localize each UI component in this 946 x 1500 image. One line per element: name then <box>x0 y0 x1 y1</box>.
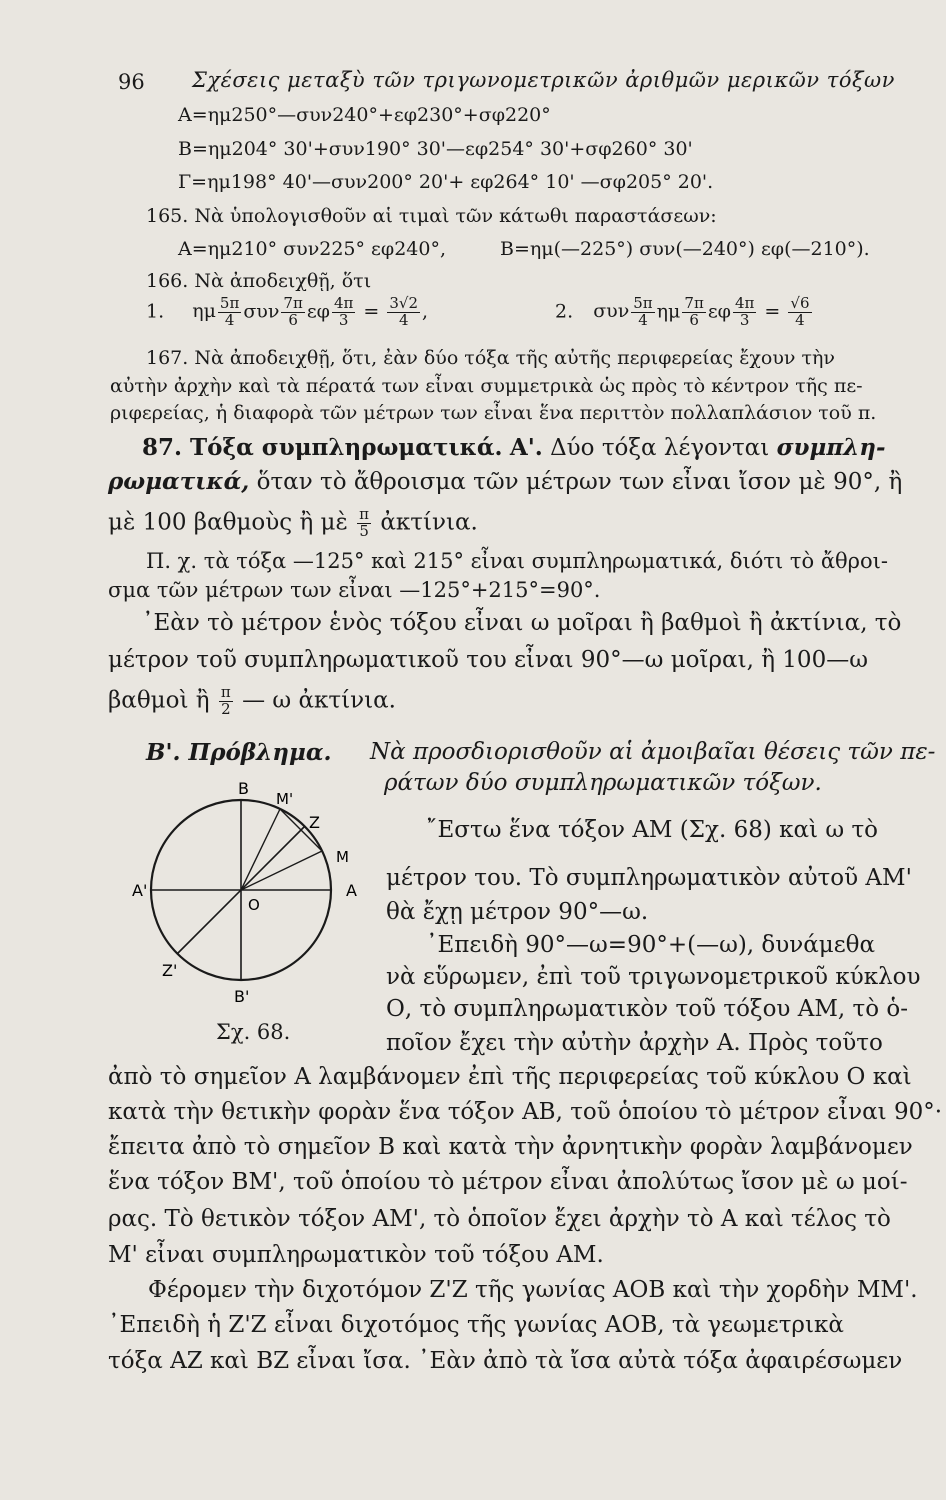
section-87-l3-b: ἀκτίνια. <box>380 509 478 536</box>
section-87-frac-pi-2: $\frac{\pi}{2}$ <box>220 683 231 718</box>
problem-label: Β'. Πρόβλημα. <box>146 739 332 766</box>
section-87-term-cont: ρωματικά, <box>108 468 250 495</box>
label-o: Ο <box>248 896 260 914</box>
problem-line-9: τόξα ΑΖ καὶ ΒΖ εἶναι ἴσα. ᾿Εὰν ἀπὸ τὰ ἴσα αὐτὰ τόξα ἀφαιρέσωμεν <box>108 1348 903 1374</box>
label-a: Α <box>346 881 357 900</box>
problem-right-line-7: ποῖον ἔχει τὴν αὐτὴν ἀρχὴν Α. Πρὸς τοῦτο <box>386 1030 883 1056</box>
radius-om <box>241 851 322 890</box>
radius-om-prime <box>241 809 280 890</box>
section-87-l1-rest: Δύο τόξα λέγονται <box>550 435 770 461</box>
problem-right-line-2: μέτρον του. Τὸ συμπληρωματικὸν αὐτοῦ ΑΜ' <box>386 865 912 891</box>
section-87-line-3 <box>108 507 478 540</box>
problem-right-line-1: ῎Εστω ἕνα τόξον ΑΜ (Σχ. 68) καὶ ω τὸ <box>426 817 879 843</box>
problem-line-5: ρας. Τὸ θετικὸν τόξον ΑΜ', τὸ ὁποῖον ἔχει ἀρχὴν τὸ Α καὶ τέλος τὸ <box>108 1206 891 1232</box>
problem-right-line-3: θὰ ἔχῃ μέτρον 90°—ω. <box>386 899 649 925</box>
formula-2-frac-4: $\frac{√6}{4}$ <box>790 294 810 329</box>
exercise-165-a: Α=ημ210° συν225° εφ240°, <box>178 238 447 260</box>
formula-2-eq: = <box>764 300 781 323</box>
problem-line-1: ἀπὸ τὸ σημεῖον Α λαμβάνομεν ἐπὶ τῆς περιφερείας τοῦ κύκλου Ο καὶ <box>108 1064 912 1090</box>
exercise-167-line-1: 167. Νὰ ἀποδειχθῇ, ὅτι, ἐὰν δύο τόξα τῆς αὐτῆς περιφερείας ἔχουν τὴν <box>146 347 835 369</box>
section-87-line-1 <box>142 436 886 460</box>
formula-1-frac-1: $\frac{5\pi}{4}$ <box>219 294 240 329</box>
problem-heading <box>146 741 332 765</box>
problem-line-2: κατὰ τὴν θετικὴν φορὰν ἕνα τόξον ΑΒ, τοῦ ὁποίου τὸ μέτρον εἶναι 90°· <box>108 1099 943 1125</box>
section-87-l3-a: μὲ 100 βαθμοὺς ἢ μὲ <box>108 509 348 536</box>
problem-line-7: Φέρομεν τὴν διχοτόμον Ζ'Ζ τῆς γωνίας ΑΟΒ καὶ τὴν χορδὴν ΜΜ'. <box>148 1277 918 1303</box>
label-m: Μ <box>336 848 349 866</box>
section-87-l8-a: βαθμοὶ ἢ <box>108 687 210 714</box>
formula-2-frac-2: $\frac{7\pi}{6}$ <box>684 294 704 329</box>
page-number: 96 <box>118 70 145 94</box>
problem-line-4: ἕνα τόξον ΒΜ', τοῦ ὁποίου τὸ μέτρον εἶναι ἀπολύτως ἴσον μὲ ω μοί- <box>108 1169 908 1195</box>
problem-right-line-4: ᾿Επειδὴ 90°—ω=90°+(—ω), δυνάμεθα <box>426 932 876 958</box>
exercise-167-line-2: αὐτὴν ἀρχὴν καὶ τὰ πέρατά των εἶναι συμμετρικὰ ὡς πρὸς τὸ κέντρον τῆς πε- <box>110 375 863 397</box>
label-m-prime: Μ' <box>276 790 294 808</box>
exercise-166: 166. Νὰ ἀποδειχθῇ, ὅτι <box>146 270 372 292</box>
figure-caption: Σχ. 68. <box>216 1020 291 1044</box>
formula-1-frac-2: $\frac{7\pi}{6}$ <box>283 294 303 329</box>
problem-right-line-6: Ο, τὸ συμπληρωματικὸν τοῦ τόξου ΑΜ, τὸ ὁ- <box>386 996 909 1022</box>
label-z: Ζ <box>309 813 320 832</box>
formula-1-syn: συν <box>243 300 280 323</box>
section-heading: 87. Τόξα συμπληρωματικά. <box>142 434 503 461</box>
formula-1-eq: = <box>363 300 380 323</box>
formula-1-label: 1. <box>146 300 165 323</box>
figure-68 <box>126 780 366 1040</box>
running-title: Σχέσεις μεταξὺ τῶν τριγωνομετρικῶν ἀριθμῶν μερικῶν τόξων <box>192 68 895 92</box>
formula-2 <box>555 296 814 329</box>
label-b-prime: Β' <box>234 987 250 1006</box>
formula-2-label: 2. <box>555 300 574 323</box>
formula-1-frac-4: $\frac{3√2}{4}$ <box>389 294 419 329</box>
problem-line-8: ᾿Επειδὴ ἡ Ζ'Ζ εἶναι διχοτόμος τῆς γωνίας ΑΟΒ, τὰ γεωμετρικὰ <box>108 1312 844 1338</box>
exercise-167-line-3: ριφερείας, ἡ διαφορὰ τῶν μέτρων των εἶναι ἕνα περιττὸν πολλαπλάσιον τοῦ π. <box>110 402 877 424</box>
label-a-prime: Α' <box>132 881 148 900</box>
formula-1-frac-3: $\frac{4\pi}{3}$ <box>333 294 354 329</box>
label-z-prime: Ζ' <box>162 961 178 980</box>
label-b: Β <box>238 780 249 798</box>
section-87-line-2 <box>108 470 902 494</box>
section-87-line-4: Π. χ. τὰ τόξα —125° καὶ 215° εἶναι συμπληρωματικά, διότι τὸ ἄθροι- <box>146 549 888 573</box>
problem-title-line-1: Νὰ προσδιορισθοῦν αἱ ἀμοιβαῖαι θέσεις τῶν πε- <box>370 739 936 765</box>
formula-1 <box>146 296 428 329</box>
exercise-165-b: Β=ημ(—225°) συν(—240°) εφ(—210°). <box>500 238 870 260</box>
formula-2-frac-3: $\frac{4\pi}{3}$ <box>734 294 755 329</box>
problem-right-line-5: νὰ εὕρωμεν, ἐπὶ τοῦ τριγωνομετρικοῦ κύκλου <box>386 964 921 990</box>
exercise-line-b: Β=ημ204° 30'+συν190° 30'—εφ254° 30'+σφ260° 30' <box>178 138 693 160</box>
formula-1-hm: ημ <box>192 300 216 323</box>
problem-line-3: ἔπειτα ἀπὸ τὸ σημεῖον Β καὶ κατὰ τὴν ἀρνητικὴν φορὰν λαμβάνομεν <box>108 1134 913 1160</box>
formula-2-hm: ημ <box>656 300 681 323</box>
exercise-165: 165. Νὰ ὑπολογισθοῦν αἱ τιμαὶ τῶν κάτωθι παραστάσεων: <box>146 205 717 227</box>
section-87-l2-rest: ὅταν τὸ ἄθροισμα τῶν μέτρων των εἶναι ἴσον μὲ 90°, ἢ <box>256 469 903 495</box>
formula-1-ef: εφ <box>306 300 330 323</box>
section-87-line-6: ᾿Εὰν τὸ μέτρον ἑνὸς τόξου εἶναι ω μοῖραι ἢ βαθμοὶ ἢ ἀκτίνια, τὸ <box>142 610 902 636</box>
section-87-l8-b: — ω ἀκτίνια. <box>242 687 396 714</box>
formula-2-ef: εφ <box>707 300 731 323</box>
exercise-line-a: Α=ημ250°—συν240°+εφ230°+σφ220° <box>178 104 551 126</box>
formula-2-frac-1: $\frac{5\pi}{4}$ <box>633 294 653 329</box>
problem-line-6: Μ' εἶναι συμπληρωματικὸν τοῦ τόξου ΑΜ. <box>108 1242 604 1268</box>
section-87-line-7: μέτρον τοῦ συμπληρωματικοῦ του εἶναι 90°—ω μοῖραι, ἢ 100—ω <box>108 647 868 673</box>
problem-title-line-2: ράτων δύο συμπληρωματικῶν τόξων. <box>384 770 822 796</box>
formula-1-comma: , <box>422 300 429 323</box>
section-87-line-8 <box>108 685 396 718</box>
section-87-line-5: σμα τῶν μέτρων των εἶναι —125°+215°=90°. <box>108 578 601 602</box>
section-87-term: συμπλη- <box>776 434 886 461</box>
section-subhead: Α'. <box>509 434 543 461</box>
formula-2-syn: συν <box>593 300 630 323</box>
exercise-line-g: Γ=ημ198° 40'—συν200° 20'+ εφ264° 10' —σφ205° 20'. <box>178 171 714 193</box>
section-87-frac-pi-5: $\frac{\pi}{5}$ <box>359 505 370 540</box>
